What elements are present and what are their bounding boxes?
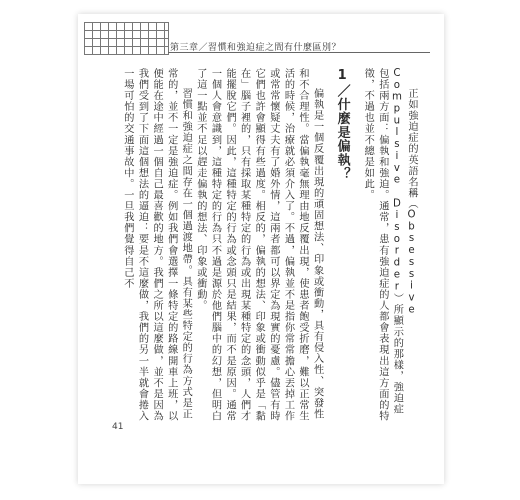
header-rule — [168, 52, 430, 53]
body-text — [121, 68, 418, 423]
paragraph-intro: 正如強迫症的英語名稱（Obsessive Compulsive Disorder）所顯示的那樣，強迫症包括兩方面：偏執和強迫。通常，患有強迫症的人都會表現出這方面的特徵，不過也並不總是如此。 — [362, 68, 417, 422]
chapter-header — [84, 22, 434, 56]
paragraph-habit: 習慣和強迫症之間存在一個過渡地帶。具有某些特定的行為方式是正常的，並不一定是強迫症。例如我們會選擇一條特定的路線開車上班，以便能在途中經過一個自己最喜歡的地方。我們之所以這麼做，並不是因為我們受到了下面這個想法的逼迫：要是不這麼做，我們的另一半就會捲入一場可怕的交通事故中。一旦我們覺得自己不 — [121, 68, 192, 422]
section-heading: 1／什麼是偏執？ — [334, 68, 350, 181]
page-number: 41 — [112, 422, 124, 432]
chapter-title: 第三章／習慣和強迫症之間有什麼區別？ — [170, 43, 342, 53]
paragraph-obsession: 偏執是一個反覆出現的頑固想法、印象或衝動，具有侵入性、突發性和不合理性。當偏執毫無理由地反覆出現，使患者飽受折磨，難以正常生活的時候，治療就必須介入了。不過，偏執並不是指你常常擔心丟掉工作或常常懷疑丈夫有了婚外情，這兩者都可以界定為現實的憂慮。儘管有時它們也許會顯得有些過度。相反的，偏執的想法、印象或衝動似乎是「黏在」腦子裡的，只有採取某種特定的行為或出現某種特定的念頭，人們才能擺脫它們。因此，這種特定的行為或念頭只是結果，而不是原因。通常一個人會意識到，這種特定的行為只不過是源於他們腦中的幻想，但明白了這一點並不足以趕走偏執的想法、印象或衝動。 — [194, 68, 323, 422]
grid-ornament — [84, 22, 169, 55]
